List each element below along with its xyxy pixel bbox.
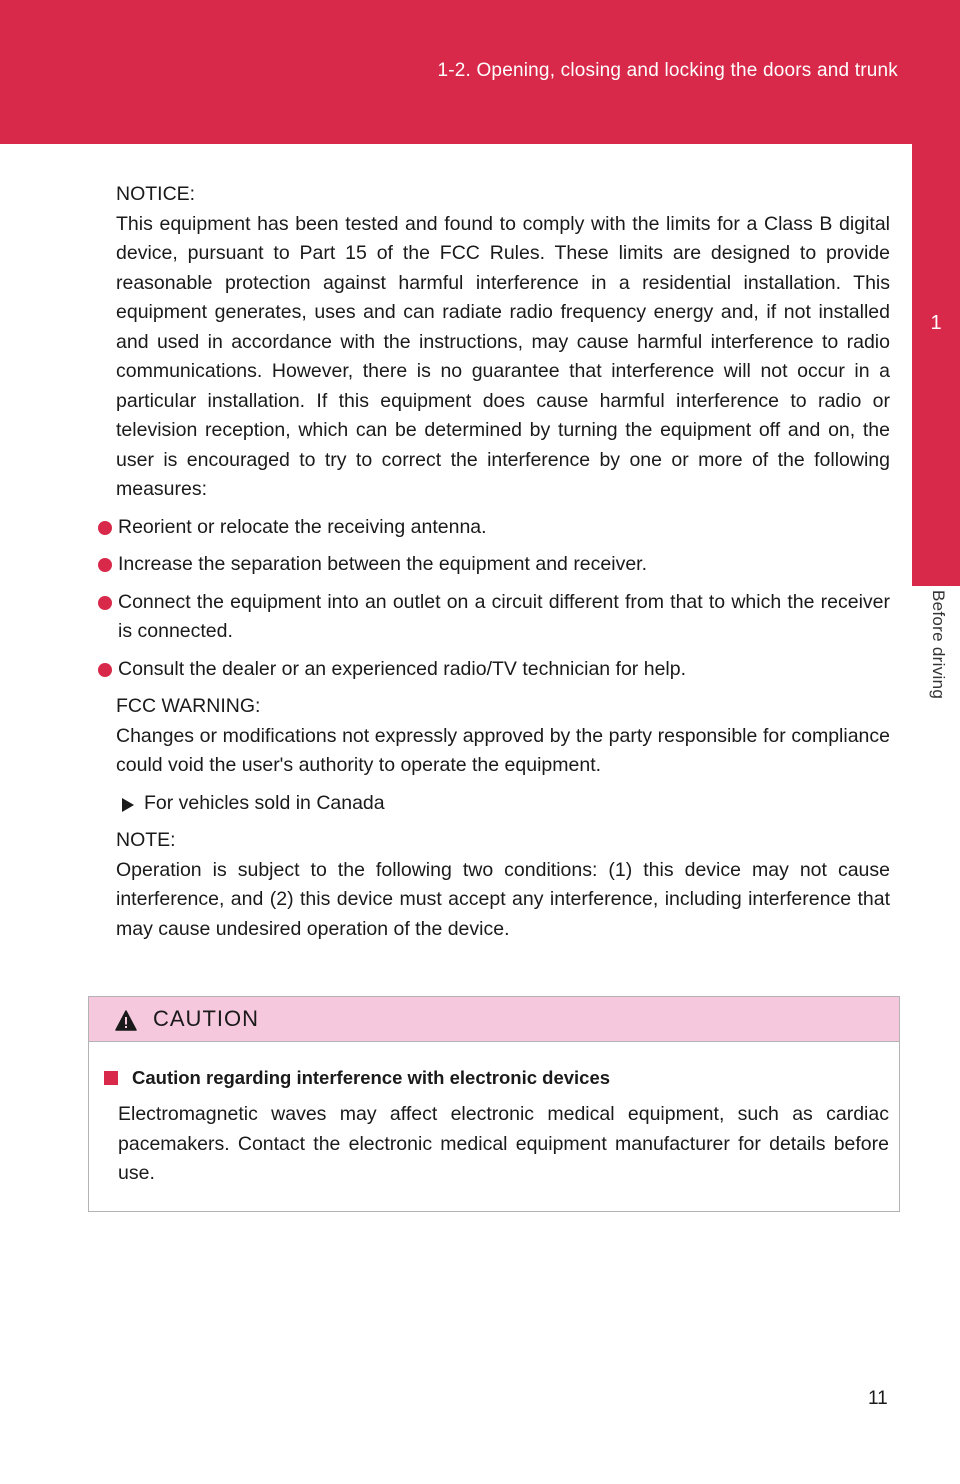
list-item bbox=[98, 588, 890, 647]
bullet-icon bbox=[98, 596, 112, 610]
section-title: 1-2. Opening, closing and locking the doors and trunk bbox=[437, 60, 898, 81]
arrow-right-icon bbox=[122, 798, 134, 812]
list-item-text: Increase the separation between the equipment and receiver. bbox=[118, 553, 648, 575]
canada-label: For vehicles sold in Canada bbox=[144, 791, 385, 814]
caution-title: CAUTION bbox=[153, 1006, 259, 1031]
note-text: Operation is subject to the following two conditions: (1) this device may not cause interference, and (2) this device must accept any interference, including interference that may cause undesired operation of the device. bbox=[116, 858, 890, 940]
measures-list bbox=[98, 513, 890, 685]
notice-heading: NOTICE: bbox=[116, 183, 196, 205]
list-item bbox=[98, 550, 890, 580]
bullet-icon bbox=[98, 663, 112, 677]
fcc-heading: FCC WARNING: bbox=[116, 695, 261, 717]
chapter-tab bbox=[912, 144, 960, 586]
fcc-text: Changes or modifications not expressly approved by the party responsible for compliance could void the user's authority to operate the equipment. bbox=[116, 724, 890, 776]
bullet-icon bbox=[98, 558, 112, 572]
chapter-number: 1 bbox=[930, 312, 942, 334]
chapter-label-text: Before driving bbox=[929, 590, 948, 700]
list-item-text: Consult the dealer or an experienced radio/TV technician for help. bbox=[118, 657, 687, 680]
caution-subheading bbox=[104, 1064, 889, 1092]
caution-box bbox=[88, 996, 900, 1212]
list-item-text: Connect the equipment into an outlet on a circuit different from that to which the receiver is connected. bbox=[118, 590, 890, 642]
canada-subheading bbox=[116, 789, 890, 819]
note-heading: NOTE: bbox=[116, 829, 176, 851]
square-bullet-icon bbox=[104, 1071, 118, 1085]
bullet-icon bbox=[98, 521, 112, 535]
caution-subheading-text: Caution regarding interference with electronic devices bbox=[132, 1067, 611, 1088]
page-header bbox=[0, 0, 960, 144]
page-number: 11 bbox=[868, 1388, 888, 1409]
caution-body bbox=[89, 1042, 899, 1189]
list-item-text: Reorient or relocate the receiving antenna. bbox=[118, 515, 487, 538]
caution-text: Electromagnetic waves may affect electronic medical equipment, such as cardiac pacemakers. Contact the electronic medical equipment manufacturer for details before use. bbox=[118, 1103, 889, 1184]
list-item bbox=[98, 513, 890, 543]
list-item bbox=[98, 655, 890, 685]
caution-header bbox=[89, 997, 899, 1042]
notice-text: This equipment has been tested and found to comply with the limits for a Class B digital device, pursuant to Part 15 of the FCC Rules. These limits are designed to provide reasonable protection against harmful interference in a residential installation. This equipment generates, uses and can radiate radio frequency energy and, if not installed and used in accordance with the instructions, may cause harmful interference to radio communications. However, there is no guarantee that interference will not occur in a particular installation. If this equipment does cause harmful interference to radio or television reception, which can be determined by turning the equipment off and on, the user is encouraged to try to correct the interference by one or more of the following measures: bbox=[116, 212, 890, 500]
warning-triangle-icon bbox=[115, 1010, 137, 1032]
main-content bbox=[116, 180, 890, 944]
